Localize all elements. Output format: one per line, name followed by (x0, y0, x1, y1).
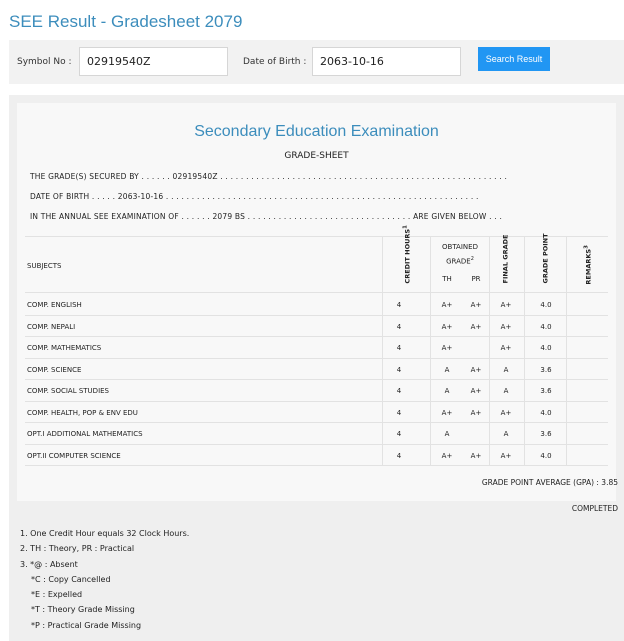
dob-label: Date of Birth : (243, 57, 307, 67)
subject-name: OPT.II COMPUTER SCIENCE (27, 451, 121, 460)
subject-name: OPT.I ADDITIONAL MATHEMATICS (27, 430, 143, 438)
practical-grade: A+ (470, 408, 482, 417)
table-row (25, 445, 608, 467)
subject-name: COMP. HEALTH, POP & ENV EDU (27, 408, 138, 417)
header-credit-sup: 1 (402, 225, 409, 229)
header-obtained-grade-label: OBTAINED GRADE (442, 243, 478, 266)
header-credit-hours-label: CREDIT HOURS (403, 228, 412, 284)
theory-grade: A (444, 430, 450, 438)
subject-name: COMP. SOCIAL STUDIES (27, 387, 110, 395)
result-status: COMPLETED (571, 504, 618, 513)
practical-grade: A+ (470, 387, 482, 395)
header-remarks-label: REMARKS (584, 248, 593, 285)
grade-point: 3.6 (540, 365, 552, 374)
header-pr: PR (471, 275, 481, 283)
symbol-input[interactable] (79, 47, 228, 76)
header-th: TH (442, 275, 452, 283)
table-row (25, 423, 608, 445)
search-bar (9, 40, 624, 84)
table-row (25, 316, 608, 338)
credit-hours: 4 (396, 365, 402, 374)
footnote: 3. *@ : Absent (20, 559, 78, 569)
info-line-symbol: THE GRADE(S) SECURED BY . . . . . . 02919540Z . . . . . . . . . . . . . . . . . . . . . . . . . . . . . . . . . . . . . . . . . . . . . . . . . . . . . . . . (30, 172, 508, 181)
final-grade: A (503, 365, 509, 374)
footnote: 2. TH : Theory, PR : Practical (20, 544, 135, 554)
final-grade: A+ (500, 301, 512, 309)
theory-grade: A+ (441, 451, 453, 460)
table-row (25, 294, 608, 316)
header-grade-point: GRADE POINT (541, 233, 550, 284)
theory-grade: A+ (441, 322, 453, 331)
gradesheet-container (9, 95, 624, 641)
theory-grade: A+ (441, 408, 453, 417)
search-result-button[interactable]: Search Result (478, 47, 550, 71)
practical-grade: A+ (470, 322, 482, 331)
theory-grade: A+ (441, 301, 453, 309)
practical-grade: A+ (470, 451, 482, 460)
grade-point: 3.6 (540, 387, 552, 395)
practical-grade: A+ (470, 301, 482, 309)
table-row (25, 337, 608, 359)
grade-point: 4.0 (540, 301, 552, 309)
theory-grade: A (444, 387, 450, 395)
footnote: *P : Practical Grade Missing (31, 620, 142, 630)
header-credit-hours (402, 225, 412, 284)
subject-name: COMP. ENGLISH (27, 301, 82, 309)
final-grade: A (503, 387, 509, 395)
info-line-dob: DATE OF BIRTH . . . . . 2063-10-16 . . . . . . . . . . . . . . . . . . . . . . . . . . . . . . . . . . . . . . . . . . . . . . . . . . . . . . . . . . . . . (30, 192, 479, 201)
credit-hours: 4 (396, 322, 402, 331)
grade-point: 4.0 (540, 451, 552, 460)
header-remarks (583, 245, 593, 285)
credit-hours: 4 (396, 430, 402, 438)
final-grade: A+ (500, 408, 512, 417)
grade-point: 4.0 (540, 408, 552, 417)
credit-hours: 4 (396, 451, 402, 460)
footnote: *T : Theory Grade Missing (31, 605, 135, 615)
gpa-summary: GRADE POINT AVERAGE (GPA) : 3.85 (481, 478, 618, 487)
header-subjects: SUBJECTS (27, 262, 62, 270)
final-grade: A (503, 430, 509, 438)
grade-point: 4.0 (540, 344, 552, 352)
header-remarks-sup: 3 (583, 245, 590, 249)
header-final-grade: FINAL GRADE (501, 234, 510, 284)
practical-grade: A+ (470, 365, 482, 374)
theory-grade: A+ (441, 344, 453, 352)
table-header (25, 225, 608, 293)
footnote: *C : Copy Cancelled (31, 574, 111, 584)
final-grade: A+ (500, 322, 512, 331)
final-grade: A+ (500, 451, 512, 460)
theory-grade: A (444, 365, 450, 374)
footnote: *E : Expelled (31, 590, 83, 600)
table-row (25, 402, 608, 424)
subject-name: COMP. NEPALI (27, 322, 76, 331)
credit-hours: 4 (396, 301, 402, 309)
subject-name: COMP. MATHEMATICS (27, 344, 102, 352)
credit-hours: 4 (396, 387, 402, 395)
gradesheet (17, 103, 616, 501)
credit-hours: 4 (396, 408, 402, 417)
grade-point: 3.6 (540, 430, 552, 438)
table-row (25, 359, 608, 381)
exam-title: Secondary Education Examination (194, 123, 439, 140)
header-obtained-grade (435, 241, 485, 267)
gradesheet-subtitle: GRADE-SHEET (284, 151, 349, 161)
header-obtained-sup: 2 (470, 256, 474, 262)
credit-hours: 4 (396, 344, 402, 352)
info-line-exam: IN THE ANNUAL SEE EXAMINATION OF . . . . . . 2079 BS . . . . . . . . . . . . . . . . . . . . . . . . . . . . . . . . ARE GIVEN BELOW . . . (30, 212, 503, 221)
footnote: 1. One Credit Hour equals 32 Clock Hours. (20, 529, 190, 538)
subject-name: COMP. SCIENCE (27, 365, 82, 374)
footnotes (20, 526, 189, 633)
grade-point: 4.0 (540, 322, 552, 331)
dob-input[interactable] (312, 47, 461, 76)
symbol-label: Symbol No : (17, 57, 72, 67)
table-row (25, 380, 608, 402)
page-title: SEE Result - Gradesheet 2079 (9, 12, 243, 31)
final-grade: A+ (500, 344, 512, 352)
